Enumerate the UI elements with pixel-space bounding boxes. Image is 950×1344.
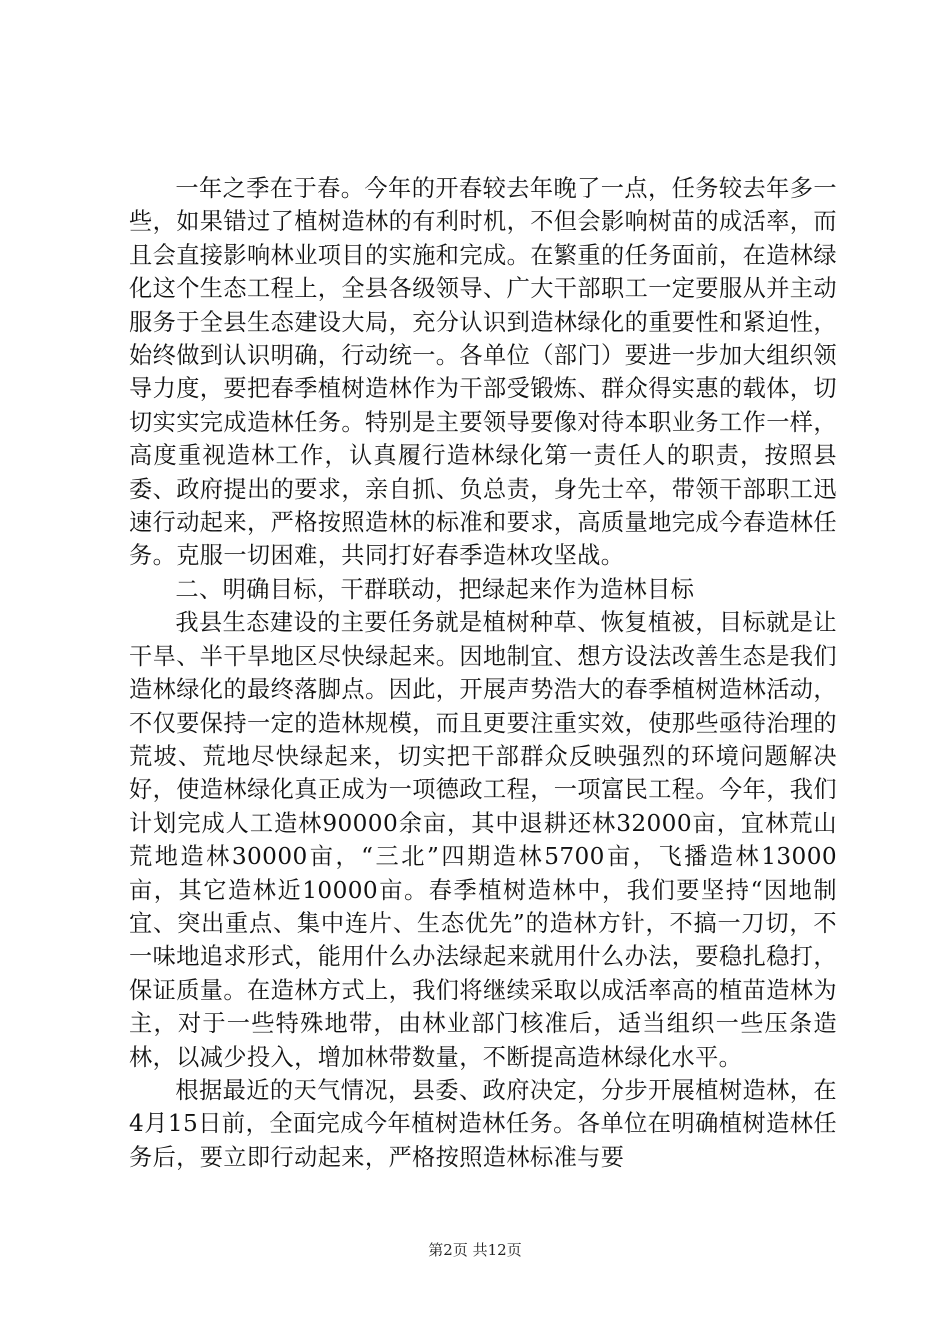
paragraph-schedule: 根据最近的天气情况，县委、政府决定，分步开展植树造林，在4月15日前，全面完成今年植树造林任务。各单位在明确植树造林任务后，要立即行动起来，严格按照造林标准与要 [129, 1076, 837, 1171]
section-heading-two: 二、明确目标，干群联动，把绿起来作为造林目标 [175, 575, 695, 603]
paragraph-ecological-goals: 我县生态建设的主要任务就是植树种草、恢复植被，目标就是让干旱、半干旱地区尽快绿起来。因地制宜、想方设法改善生态是我们造林绿化的最终落脚点。因此，开展声势浩大的春季植树造林活动，不仅要保持一定的造林规模，而且更要注重实效，使那些亟待治理的荒坡、荒地尽快绿起来，切实把干部群众反映强烈的环境问题解决好，使造林绿化真正成为一项德政工程，一项富民工程。今年，我们计划完成人工造林90000余亩，其中退耕还林32000亩，宜林荒山荒地造林30000亩，“三北”四期造林5700亩，飞播造林13000亩，其它造林近10000亩。春季植树造林中，我们要坚持“因地制宜、突出重点、集中连片、生态优先”的造林方针，不搞一刀切，不一味地追求形式，能用什么办法绿起来就用什么办法，要稳扎稳打，保证质量。在造林方式上，我们将继续采取以成活率高的植苗造林为主，对于一些特殊地带，由林业部门核准后，适当组织一些压条造林，以减少投入，增加林带数量，不断提高造林绿化水平。 [129, 609, 837, 1071]
paragraph-spring-task: 一年之季在于春。今年的开春较去年晚了一点，任务较去年多一些，如果错过了植树造林的有利时机，不但会影响树苗的成活率，而且会直接影响林业项目的实施和完成。在繁重的任务面前，在造林绿化这个生态工程上，全县各级领导、广大干部职工一定要服从并主动服务于全县生态建设大局，充分认识到造林绿化的重要性和紧迫性，始终做到认识明确，行动统一。各单位（部门）要进一步加大组织领导力度，要把春季植树造林作为干部受锻炼、群众得实惠的载体，切切实实完成造林任务。特别是主要领导要像对待本职业务工作一样，高度重视造林工作，认真履行造林绿化第一责任人的职责，按照县委、政府提出的要求，亲自抓、负总责，身先士卒，带领干部职工迅速行动起来，严格按照造林的标准和要求，高质量地完成今春造林任务。克服一切困难，共同打好春季造林攻坚战。 [129, 175, 837, 570]
document-body [129, 172, 837, 1174]
page-number-footer: 第2页 共12页 [428, 1241, 522, 1259]
